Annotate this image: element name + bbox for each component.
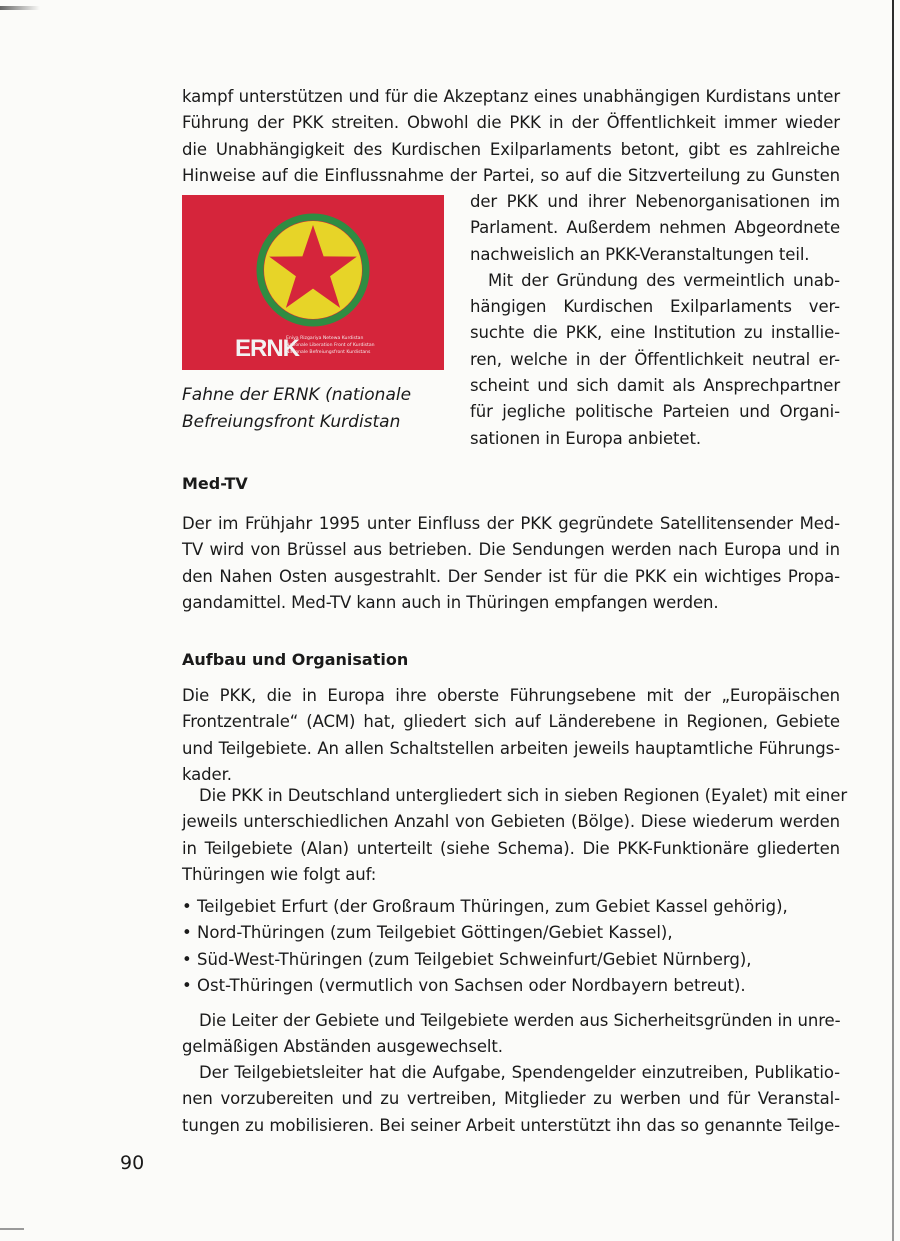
list-item: • Nord-Thüringen (zum Teilgebiet Göttingen/Gebiet Kassel), [182,920,842,946]
section-heading-aufbau: Aufbau und Organisation [182,650,409,669]
text-line: Führung der PKK streiten. Obwohl die PKK in der Öffentlichkeit immer wieder [182,113,840,133]
aufbau-paragraph-1 [182,683,840,788]
text-line: Frontzentrale“ (ACM) hat, gliedert sich auf Länderebene in Regionen, Gebiete [182,712,840,732]
text-line: Die Leiter der Gebiete und Teilgebiete werden aus Sicherheitsgründen in unre- [199,1011,841,1030]
caption-line: Fahne der ERNK (nationale [182,385,412,405]
text-line: Hinweise auf die Einflussnahme der Partei, so auf die Sitzverteilung zu Gunsten [182,165,840,185]
text-line: kader. [182,764,232,784]
list-item: • Ost-Thüringen (vermutlich von Sachsen oder Nordbayern betreut). [182,973,842,999]
list-item: • Süd-West-Thüringen (zum Teilgebiet Schweinfurt/Gebiet Nürnberg), [182,947,842,973]
ernk-flag-graphic [182,195,444,370]
text-line: tungen zu mobilisieren. Bei seiner Arbeit unterstützt ihn das so genannte Teilge- [182,1115,840,1135]
text-line: hängigen Kurdischen Exilparlaments ver- [470,297,840,317]
page-number: 90 [120,1152,145,1174]
ernk-flag-image [182,195,444,370]
intro-paragraph [182,84,840,189]
flag-subtitle-line: Nationale Liberation Front of Kurdistan [286,343,375,348]
text-line: Der Teilgebietsleiter hat die Aufgabe, Spendengelder einzutreiben, Publikatio- [199,1063,840,1082]
text-line: Parlament. Außerdem nehmen Abgeordnete [470,218,840,238]
region-bullet-list [182,894,842,999]
text-line: in Teilgebiete (Alan) unterteilt (siehe Schema). Die PKK-Funktionäre gliederten [182,838,840,858]
text-line: der PKK und ihrer Nebenorganisationen im [470,192,840,211]
list-item: • Teilgebiet Erfurt (der Großraum Thüringen, zum Gebiet Kassel gehörig), [182,894,842,920]
aufbau-paragraph-2 [182,783,847,888]
text-line: Die PKK, die in Europa ihre oberste Führungsebene mit der „Europäischen [182,686,840,705]
page-edge [892,0,894,1241]
caption-line: Befreiungsfront Kurdistan [182,412,401,432]
text-line: den Nahen Osten ausgestrahlt. Der Sender ist für die PKK ein wichtiges Propa- [182,566,840,586]
medtv-paragraph [182,511,840,616]
side-paragraph [470,189,840,452]
text-line: nen vorzubereiten und zu vertreiben, Mitglieder zu werben und für Veranstal- [182,1089,840,1109]
flag-subtitle-line: Nationale Befreiungsfront Kurdistans [286,350,371,355]
text-line: nachweislich an PKK-Veranstaltungen teil. [470,244,810,264]
text-line: scheint und sich damit als Ansprechpartner [470,376,840,396]
text-line: jeweils unterschiedlichen Anzahl von Gebieten (Bölge). Diese wiederum werden [182,812,840,832]
scan-artifact-bottom-left [0,1228,24,1230]
flag-ernk-letters: ERNK [235,335,300,362]
section-heading-medtv: Med-TV [182,474,248,493]
scan-artifact-top-left [0,6,40,10]
text-line: Die PKK in Deutschland untergliedert sich in sieben Regionen (Eyalet) mit einer [199,786,847,805]
text-line: gelmäßigen Abständen ausgewechselt. [182,1037,503,1057]
text-line: TV wird von Brüssel aus betrieben. Die Sendungen werden nach Europa und in [182,540,840,560]
aufbau-paragraph-4 [182,1060,840,1139]
text-line: die Unabhängigkeit des Kurdischen Exilparlaments betont, gibt es zahlreiche [182,139,840,159]
text-line: für jegliche politische Parteien und Organi- [470,402,840,422]
text-line: Der im Frühjahr 1995 unter Einfluss der PKK gegründete Satellitensender Med- [182,514,840,533]
text-line: Mit der Gründung des vermeintlich unab- [488,270,840,290]
aufbau-paragraph-3 [182,1008,840,1061]
text-line: kampf unterstützen und für die Akzeptanz eines unabhängigen Kurdistans unter [182,87,840,106]
text-line: ren, welche in der Öffentlichkeit neutral er- [470,349,840,369]
figure-caption [182,382,452,436]
text-line: sationen in Europa anbietet. [470,428,701,448]
flag-subtitle-line: Eniya Rizgariya Netewa Kurdistan [286,336,364,341]
text-line: gandamittel. Med-TV kann auch in Thüringen empfangen werden. [182,592,719,612]
text-line: Thüringen wie folgt auf: [182,864,377,884]
ernk-flag-figure [182,195,444,370]
text-line: suchte die PKK, eine Institution zu installie- [470,323,840,343]
text-line: und Teilgebiete. An allen Schaltstellen arbeiten jeweils hauptamtliche Führungs- [182,738,840,758]
